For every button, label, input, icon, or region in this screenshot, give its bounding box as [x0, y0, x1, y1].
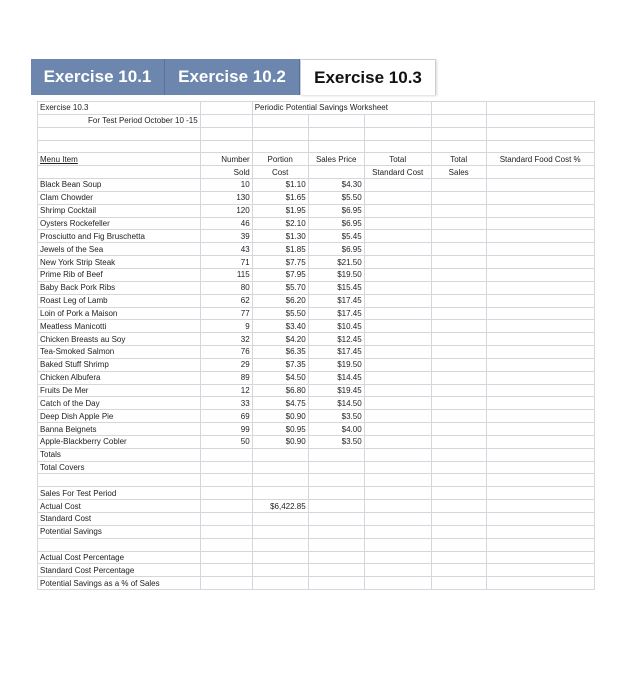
sales-price[interactable]: $3.50	[308, 435, 364, 448]
actual-cost-percentage-row	[38, 551, 595, 564]
number-sold[interactable]: 29	[200, 358, 252, 371]
header-standard-food-cost-pct[interactable]: Standard Food Cost %	[486, 153, 594, 166]
portion-cost[interactable]: $3.40	[252, 320, 308, 333]
number-sold[interactable]: 76	[200, 346, 252, 359]
actual-cost-row	[38, 500, 595, 513]
sales-price[interactable]: $3.50	[308, 410, 364, 423]
worksheet-grid	[37, 101, 595, 590]
sales-price[interactable]: $6.95	[308, 204, 364, 217]
number-sold[interactable]: 12	[200, 384, 252, 397]
total-covers-label[interactable]: Total Covers	[38, 461, 201, 474]
sales-for-test-period-label[interactable]: Sales For Test Period	[38, 487, 201, 500]
number-sold[interactable]: 9	[200, 320, 252, 333]
portion-cost[interactable]: $6.80	[252, 384, 308, 397]
portion-cost[interactable]: $0.90	[252, 435, 308, 448]
number-sold[interactable]: 10	[200, 179, 252, 192]
number-sold[interactable]: 46	[200, 217, 252, 230]
portion-cost[interactable]: $5.70	[252, 281, 308, 294]
portion-cost[interactable]: $5.50	[252, 307, 308, 320]
sales-price[interactable]: $19.50	[308, 268, 364, 281]
sales-price[interactable]: $17.45	[308, 307, 364, 320]
portion-cost[interactable]: $4.75	[252, 397, 308, 410]
menu-item-row	[38, 397, 595, 410]
title-row	[38, 102, 595, 115]
period-row	[38, 114, 595, 127]
portion-cost[interactable]: $7.75	[252, 256, 308, 269]
header-sales[interactable]: Sales	[431, 166, 486, 179]
portion-cost[interactable]: $1.30	[252, 230, 308, 243]
blank-row	[38, 474, 595, 487]
header-total-sales[interactable]: Total	[431, 153, 486, 166]
menu-item-row	[38, 435, 595, 448]
menu-item-name[interactable]: Roast Leg of Lamb	[38, 294, 201, 307]
blank-row	[38, 538, 595, 551]
menu-item-name[interactable]: Black Bean Soup	[38, 179, 201, 192]
menu-item-name[interactable]: Banna Beignets	[38, 423, 201, 436]
number-sold[interactable]: 33	[200, 397, 252, 410]
menu-item-row	[38, 307, 595, 320]
menu-item-name[interactable]: Baked Stuff Shrimp	[38, 358, 201, 371]
menu-item-row	[38, 384, 595, 397]
header-menu-item[interactable]: Menu Item	[38, 153, 201, 166]
sales-price[interactable]: $21.50	[308, 256, 364, 269]
menu-item-name[interactable]: Apple-Blackberry Cobler	[38, 435, 201, 448]
number-sold[interactable]: 99	[200, 423, 252, 436]
menu-item-name[interactable]: Catch of the Day	[38, 397, 201, 410]
menu-item-name[interactable]: Baby Back Pork Ribs	[38, 281, 201, 294]
menu-item-row	[38, 423, 595, 436]
number-sold[interactable]: 77	[200, 307, 252, 320]
menu-item-name[interactable]: Meatless Manicotti	[38, 320, 201, 333]
header-number[interactable]: Number	[200, 153, 252, 166]
header-sales-price[interactable]: Sales Price	[308, 153, 364, 166]
totals-row	[38, 448, 595, 461]
menu-item-row	[38, 179, 595, 192]
menu-item-row	[38, 268, 595, 281]
portion-cost[interactable]: $2.10	[252, 217, 308, 230]
menu-item-name[interactable]: Deep Dish Apple Pie	[38, 410, 201, 423]
sales-price[interactable]: $5.45	[308, 230, 364, 243]
portion-cost[interactable]: $6.20	[252, 294, 308, 307]
portion-cost[interactable]: $1.65	[252, 191, 308, 204]
sales-price[interactable]: $17.45	[308, 294, 364, 307]
sales-for-test-period-row	[38, 487, 595, 500]
standard-cost-percentage-label[interactable]: Standard Cost Percentage	[38, 564, 201, 577]
portion-cost[interactable]: $4.50	[252, 371, 308, 384]
header-portion[interactable]: Portion	[252, 153, 308, 166]
menu-item-name[interactable]: Tea-Smoked Salmon	[38, 346, 201, 359]
number-sold[interactable]: 32	[200, 333, 252, 346]
portion-cost[interactable]: $7.35	[252, 358, 308, 371]
actual-cost-label[interactable]: Actual Cost	[38, 500, 201, 513]
menu-item-name[interactable]: Prime Rib of Beef	[38, 268, 201, 281]
test-period[interactable]: For Test Period October 10 -15	[38, 114, 201, 127]
potential-savings-label[interactable]: Potential Savings	[38, 525, 201, 538]
tab-exercise-10-2[interactable]: Exercise 10.2	[165, 59, 300, 95]
worksheet-title[interactable]: Periodic Potential Savings Worksheet	[252, 102, 431, 115]
header-row-2	[38, 166, 595, 179]
number-sold[interactable]: 43	[200, 243, 252, 256]
menu-item-row	[38, 230, 595, 243]
portion-cost[interactable]: $0.95	[252, 423, 308, 436]
sheet-tabs	[31, 59, 436, 95]
sales-price[interactable]: $4.30	[308, 179, 364, 192]
total-covers-row	[38, 461, 595, 474]
portion-cost[interactable]: $1.10	[252, 179, 308, 192]
menu-item-row	[38, 410, 595, 423]
menu-item-name[interactable]: Chicken Breasts au Soy	[38, 333, 201, 346]
totals-label[interactable]: Totals	[38, 448, 201, 461]
menu-item-row	[38, 294, 595, 307]
menu-item-row	[38, 217, 595, 230]
blank-row	[38, 140, 595, 153]
number-sold[interactable]: 39	[200, 230, 252, 243]
portion-cost[interactable]: $1.95	[252, 204, 308, 217]
tab-exercise-10-3[interactable]: Exercise 10.3	[300, 59, 436, 95]
menu-item-name[interactable]: Clam Chowder	[38, 191, 201, 204]
menu-item-name[interactable]: Jewels of the Sea	[38, 243, 201, 256]
portion-cost[interactable]: $6.35	[252, 346, 308, 359]
number-sold[interactable]: 69	[200, 410, 252, 423]
number-sold[interactable]: 89	[200, 371, 252, 384]
standard-cost-label[interactable]: Standard Cost	[38, 513, 201, 526]
sales-price[interactable]: $5.50	[308, 191, 364, 204]
blank-row	[38, 127, 595, 140]
sales-price[interactable]: $10.45	[308, 320, 364, 333]
number-sold[interactable]: 71	[200, 256, 252, 269]
menu-item-row	[38, 333, 595, 346]
menu-item-row	[38, 346, 595, 359]
number-sold[interactable]: 115	[200, 268, 252, 281]
sales-price[interactable]: $4.00	[308, 423, 364, 436]
sales-price[interactable]: $6.95	[308, 217, 364, 230]
number-sold[interactable]: 50	[200, 435, 252, 448]
menu-item-name[interactable]: New York Strip Steak	[38, 256, 201, 269]
sales-price[interactable]: $6.95	[308, 243, 364, 256]
standard-cost-percentage-row	[38, 564, 595, 577]
standard-cost-row	[38, 513, 595, 526]
header-total-standard[interactable]: Total	[364, 153, 431, 166]
number-sold[interactable]: 62	[200, 294, 252, 307]
potential-savings-row	[38, 525, 595, 538]
menu-item-rows	[38, 179, 595, 449]
potential-savings-pct-label[interactable]: Potential Savings as a % of Sales	[38, 577, 201, 590]
menu-item-row	[38, 281, 595, 294]
header-cost[interactable]: Cost	[252, 166, 308, 179]
portion-cost[interactable]: $0.90	[252, 410, 308, 423]
menu-item-name[interactable]: Fruits De Mer	[38, 384, 201, 397]
menu-item-name[interactable]: Shrimp Cocktail	[38, 204, 201, 217]
sales-price[interactable]: $12.45	[308, 333, 364, 346]
menu-item-name[interactable]: Prosciutto and Fig Bruschetta	[38, 230, 201, 243]
portion-cost[interactable]: $7.95	[252, 268, 308, 281]
sales-price[interactable]: $14.45	[308, 371, 364, 384]
menu-item-row	[38, 371, 595, 384]
number-sold[interactable]: 130	[200, 191, 252, 204]
tab-exercise-10-1[interactable]: Exercise 10.1	[31, 59, 165, 95]
sales-price[interactable]: $14.50	[308, 397, 364, 410]
menu-item-name[interactable]: Oysters Rockefeller	[38, 217, 201, 230]
portion-cost[interactable]: $1.85	[252, 243, 308, 256]
number-sold[interactable]: 80	[200, 281, 252, 294]
menu-item-row	[38, 191, 595, 204]
sheet-title[interactable]: Exercise 10.3	[38, 102, 201, 115]
sales-price[interactable]: $17.45	[308, 346, 364, 359]
menu-item-row	[38, 204, 595, 217]
sales-price[interactable]: $15.45	[308, 281, 364, 294]
actual-cost-value[interactable]: $6,422.85	[252, 500, 308, 513]
potential-savings-pct-row	[38, 577, 595, 590]
header-row-1	[38, 153, 595, 166]
menu-item-name[interactable]: Loin of Pork a Maison	[38, 307, 201, 320]
menu-item-row	[38, 256, 595, 269]
menu-item-row	[38, 243, 595, 256]
menu-item-name[interactable]: Chicken Albufera	[38, 371, 201, 384]
menu-item-row	[38, 320, 595, 333]
number-sold[interactable]: 120	[200, 204, 252, 217]
actual-cost-percentage-label[interactable]: Actual Cost Percentage	[38, 551, 201, 564]
sales-price[interactable]: $19.45	[308, 384, 364, 397]
sales-price[interactable]: $19.50	[308, 358, 364, 371]
header-standard-cost[interactable]: Standard Cost	[364, 166, 431, 179]
menu-item-row	[38, 358, 595, 371]
portion-cost[interactable]: $4.20	[252, 333, 308, 346]
header-sold[interactable]: Sold	[200, 166, 252, 179]
